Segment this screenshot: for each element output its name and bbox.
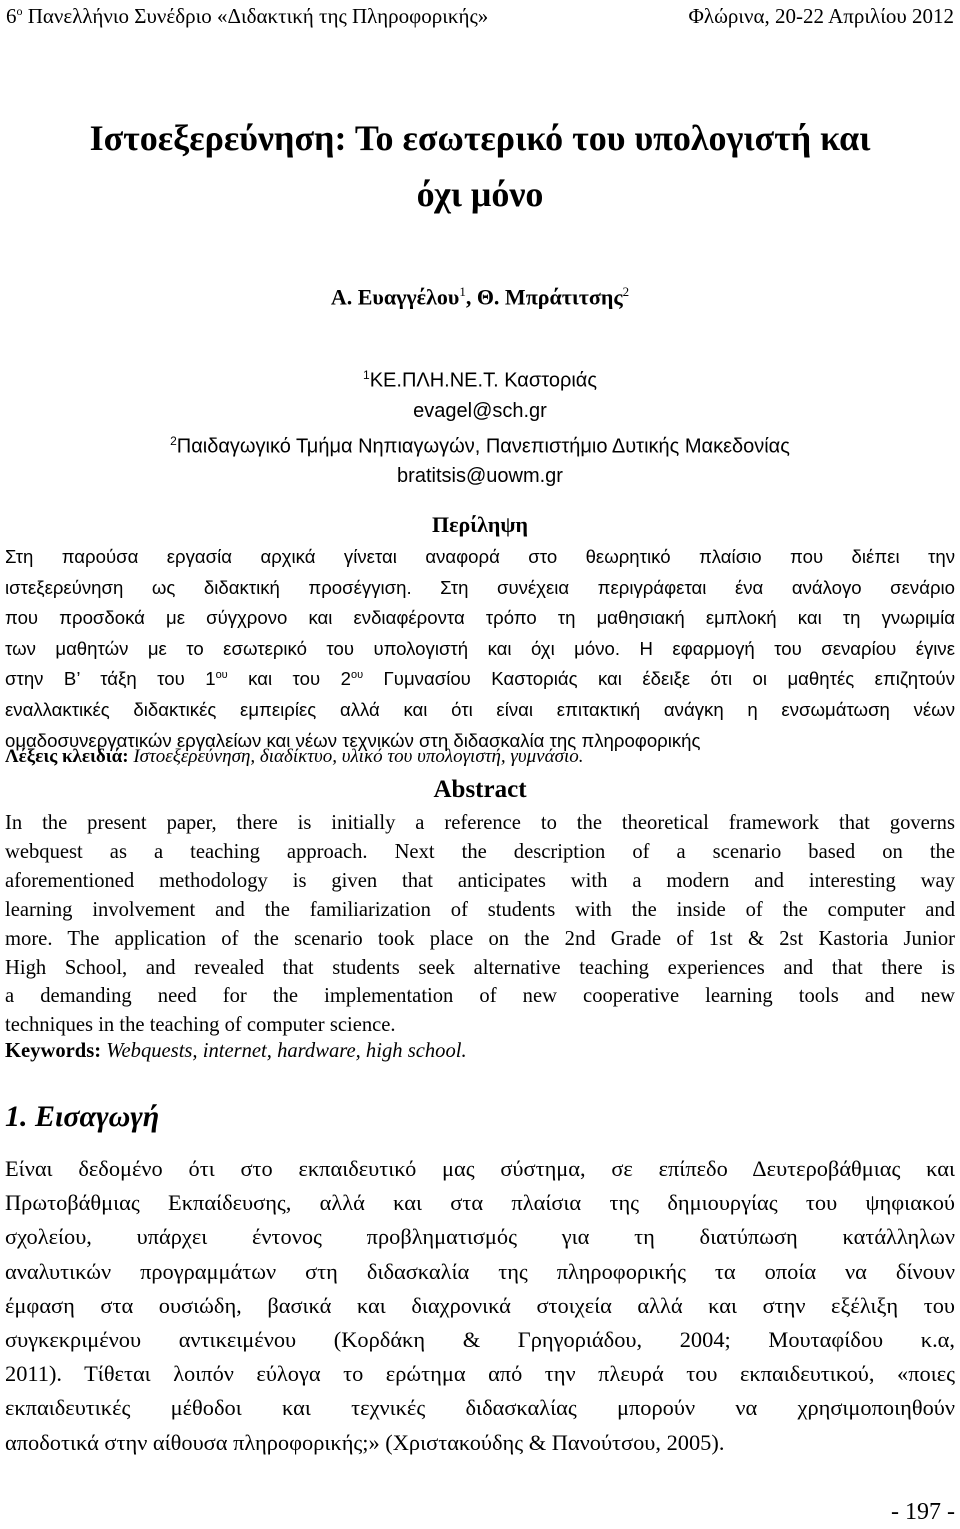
body-line: έμφαση στα ουσιώδη, βασικά και διαχρονικά στοιχεία αλλά και στην εξέλιξη του [5, 1292, 955, 1318]
abstract-heading-english: Abstract [433, 776, 527, 803]
keywords-text: Webquests, internet, hardware, high school. [101, 1040, 467, 1062]
affiliation-2: $^2$Παιδαγωγικό Τμήμα Νηπιαγωγών, Πανεπιστήμιο Δυτικής Μακεδονίας [170, 433, 790, 458]
abstract-line: a demanding need for the implementation of new cooperative learning tools and new [5, 985, 955, 1008]
keywords-label: Keywords: [5, 1040, 102, 1062]
abstract-line: στην Β’ τάξη του $1^{o\upsilon}$ και του $2^{o\upsilon}$ Γυμνασίου Καστοριάς και έδειξε ότι οι μαθητές επιζητούν [5, 668, 955, 690]
conference-location-date: Φλώρινα, 20-22 Απριλίου 2012 [688, 4, 954, 28]
section-heading: 1. Εισαγωγή [5, 1100, 160, 1133]
introduction-body [5, 1152, 955, 1460]
abstract-greek [5, 542, 955, 756]
abstract-line: ιστεξερεύνηση ως διδακτική προσέγγιση. Στη συνέχεια περιγράφεται ένα ανάλογο σενάριο [5, 576, 955, 598]
body-line: 2011). Τίθεται λοιπόν εύλογα το ερώτημα από την πλευρά του εκπαιδευτικού, «ποιες [5, 1361, 955, 1387]
title-line-1: Ιστοεξερεύνηση: Το εσωτερικό του υπολογιστή και [89, 118, 871, 158]
abstract-heading-greek: Περίληψη [431, 512, 529, 537]
page-number: - 197 - [891, 1499, 955, 1525]
author-list: Α. Ευαγγέλου$^1$, Θ. Μπράτιτσης$^2$ [330, 284, 630, 310]
body-line: Είναι δεδομένο ότι στο εκπαιδευτικό μας σύστημα, σε επίπεδο Δευτεροβάθμιας και [5, 1156, 955, 1181]
body-line: εκπαιδευτικές μέθοδοι και τεχνικές διδασκαλίας μπορούν να χρησιμοποιηθούν [5, 1395, 955, 1421]
body-line: αναλυτικών προγραμμάτων στη διδασκαλία της πληροφορικής τα οποία να δίνουν [5, 1258, 955, 1284]
body-line: αποδοτικά στην αίθουσα πληροφορικής;» (Χριστακούδης & Πανούτσου, 2005). [5, 1429, 725, 1455]
abstract-line: High School, and revealed that students seek alternative teaching experiences and that there is [5, 956, 955, 979]
abstract-line: aforementioned methodology is given that anticipates with a modern and interesting way [5, 869, 955, 892]
abstract-line: των μαθητών με το εσωτερικό του υπολογιστή και όχι μόνο. Η εφαρμογή του σεναρίου έγινε [5, 637, 955, 659]
abstract-line: techniques in the teaching of computer science. [5, 1014, 396, 1037]
author-2: Θ. Μπράτιτσης [476, 284, 623, 310]
abstract-line: ομαδοσυνεργατικών εργαλείων και νέων τεχνικών στη διδασκαλία της πληροφορικής [5, 729, 701, 751]
affiliations [0, 360, 960, 491]
body-line: Πρωτοβάθμιας Εκπαίδευσης, αλλά και στα πλαίσια της δημιουργίας του ψηφιακού [5, 1190, 955, 1216]
abstract-line: εναλλακτικές διδακτικές εμπειρίες αλλά και ότι είναι επιτακτική ανάγκη η ενσωμάτωση νέων [5, 698, 955, 720]
abstract-line: Στη παρούσα εργασία αρχικά γίνεται αναφορά στο θεωρητικό πλαίσιο που διέπει την [5, 546, 955, 567]
body-line: σχολείου, υπάρχει έντονος προβληματισμός για τη διατύπωση κατάλληλων [5, 1224, 955, 1250]
abstract-english [5, 809, 955, 1040]
abstract-line: που προσδοκά με σύγχρονο και ενδιαφέροντα τρόπο τη μαθησιακή εμπλοκή και τη γνωριμία [5, 607, 955, 629]
keywords-english [5, 1040, 955, 1063]
keywords-greek [5, 746, 955, 768]
author-1: Α. Ευαγγέλου [330, 284, 460, 310]
abstract-line: In the present paper, there is initially a reference to the theoretical framework that governs [5, 812, 955, 834]
conference-title: $6^o$ Πανελλήνιο Συνέδριο «Διδακτική της Πληροφορικής» [6, 4, 489, 28]
abstract-line: learning involvement and the familiarization of students with the inside of the computer and [5, 898, 955, 921]
abstract-line: more. The application of the scenario took place on the 2nd Grade of 1st & 2st Kastoria Junior [5, 927, 955, 950]
title-line-2: όχι μόνο [416, 174, 544, 214]
paper-title [0, 110, 960, 222]
email-1: evagel@sch.gr [413, 399, 547, 422]
body-line: συγκεκριμένου αντικειμένου (Κορδάκη & Γρηγοριάδου, 2004; Μουταφίδου κ.α, [5, 1327, 955, 1353]
email-2: bratitsis@uowm.gr [397, 465, 563, 488]
keywords-text: Ιστοεξερεύνηση, διαδίκτυο, υλικό του υπολογιστή, γυμνάσιο. [128, 746, 584, 767]
running-header [6, 4, 954, 29]
abstract-line: webquest as a teaching approach. Next the description of a scenario based on the [5, 840, 955, 863]
keywords-label: Λέξεις κλειδιά: [5, 746, 129, 767]
affiliation-1: $^1$ΚΕ.ΠΛΗ.ΝΕ.Τ. Καστοριάς [363, 368, 597, 392]
